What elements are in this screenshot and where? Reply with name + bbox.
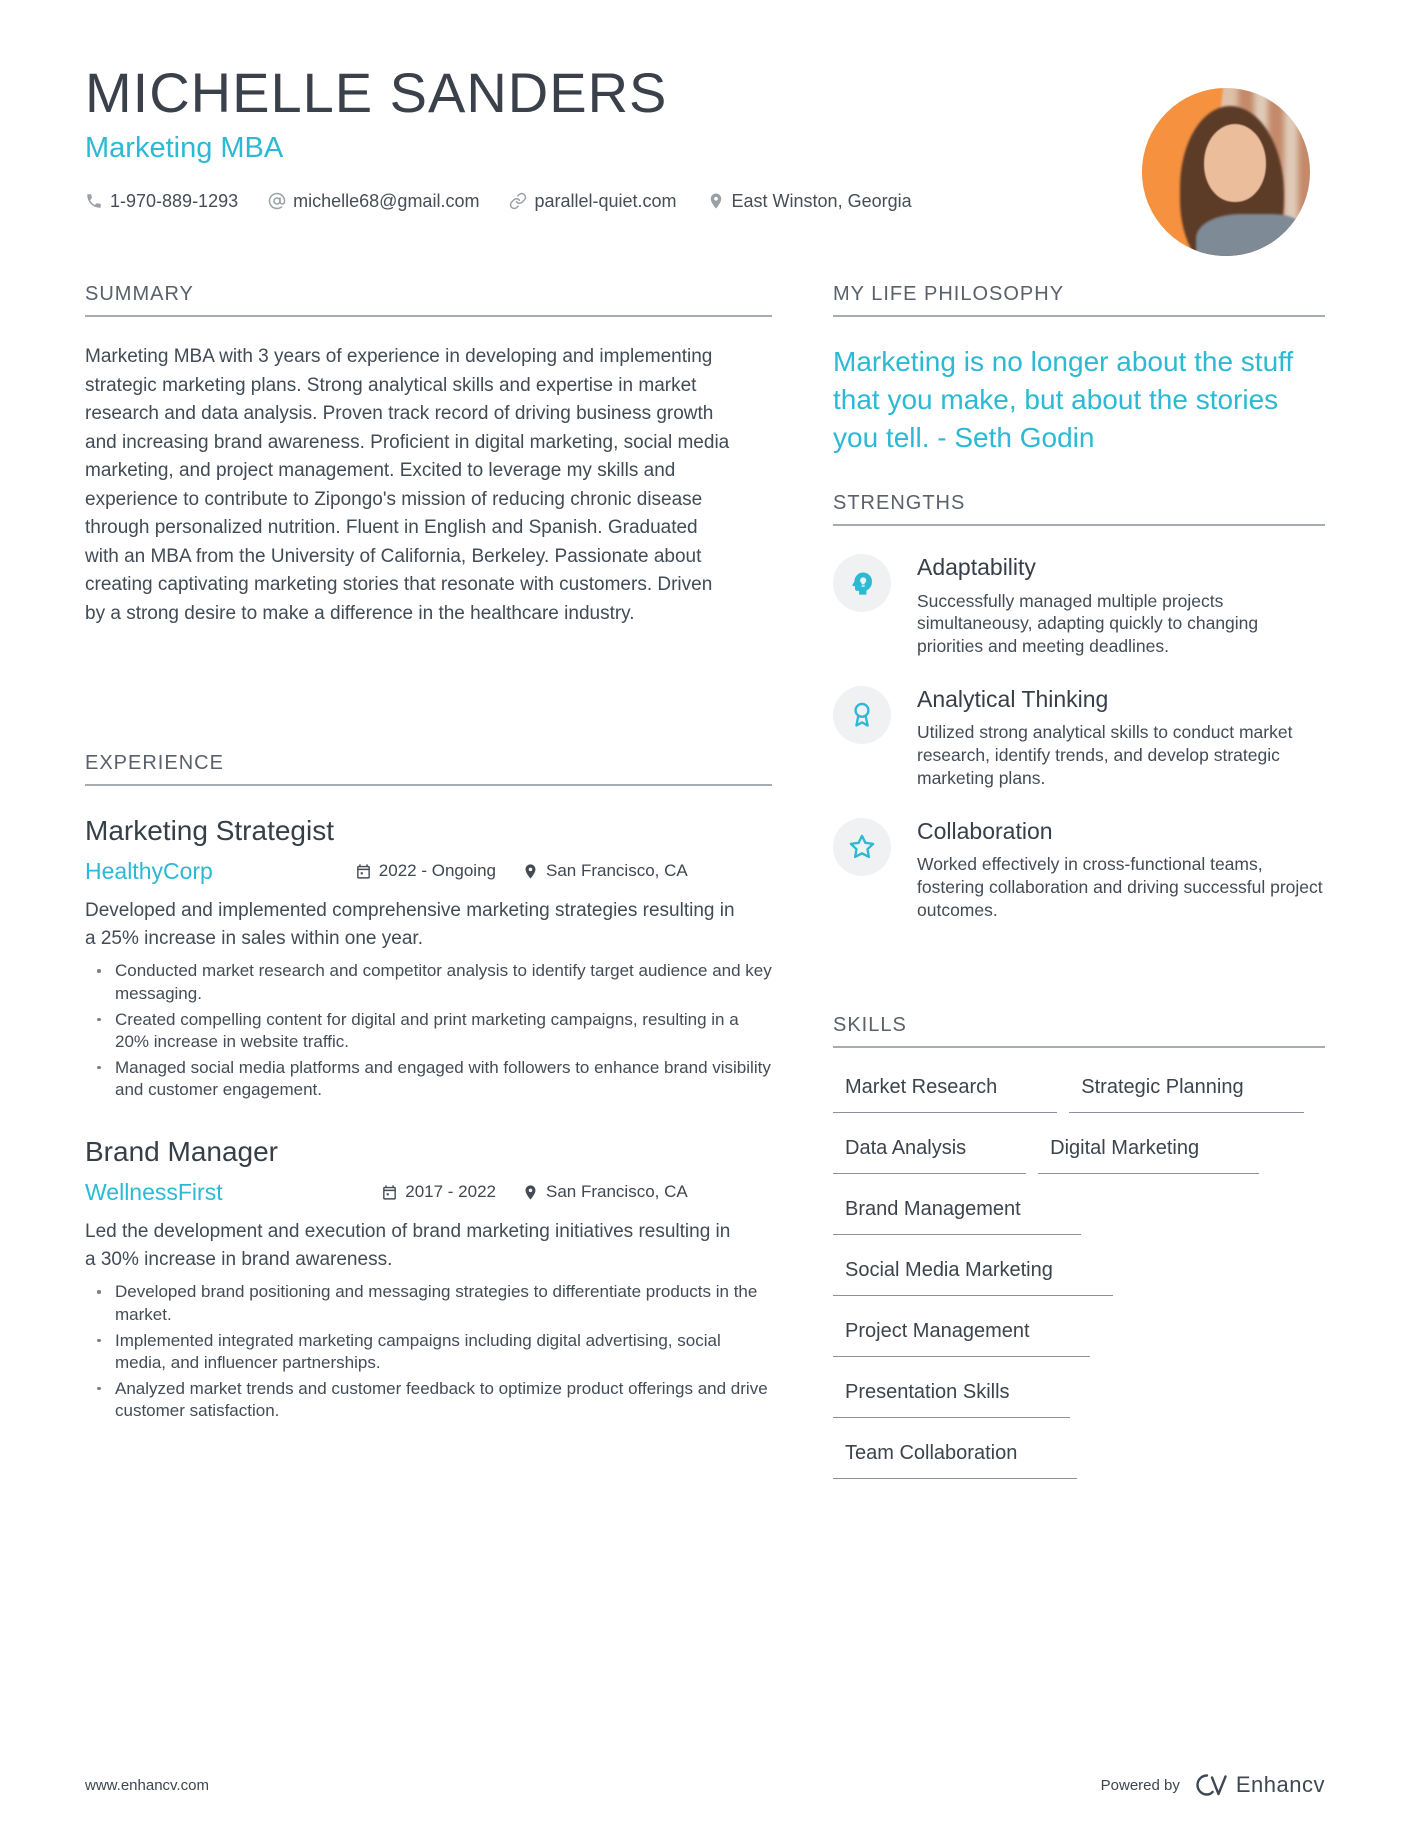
photo-blazer xyxy=(1196,214,1306,256)
strength-title: Adaptability xyxy=(917,554,1036,580)
company-name: HealthyCorp xyxy=(85,857,213,884)
job-dates xyxy=(381,1182,496,1202)
job-description: Developed and implemented comprehensive marketing strategies resulting in a 25% increase in sales within one year. xyxy=(85,899,735,949)
contact-email-text: michelle68@gmail.com xyxy=(293,190,480,211)
skill-item: Strategic Planning xyxy=(1069,1076,1303,1113)
job-description: Led the development and execution of brand marketing initiatives resulting in a 30% increase in brand awareness. xyxy=(85,1220,731,1270)
contact-phone-text: 1-970-889-1293 xyxy=(110,190,239,211)
strength-text: Successfully managed multiple projects simultaneousy, adapting quickly to changing priorities and meeting deadlines. xyxy=(917,590,1259,657)
job-bullet: Developed brand positioning and messaging strategies to differentiate products in the market. xyxy=(85,1281,772,1325)
strength-badge xyxy=(833,554,891,612)
job-dates-text: 2022 - Ongoing xyxy=(378,861,496,881)
job-location xyxy=(522,861,772,881)
strength-item xyxy=(833,818,1325,922)
job-bullet: Conducted market research and competitor analysis to identify target audience and key messaging. xyxy=(85,960,772,1004)
photo-face xyxy=(1204,124,1266,202)
medal-icon xyxy=(848,701,876,729)
profile-photo xyxy=(1142,88,1310,256)
skill-item: Presentation Skills xyxy=(833,1381,1070,1418)
skill-item: Brand Management xyxy=(833,1198,1081,1235)
job-bullet-list xyxy=(85,960,772,1101)
skills-heading: SKILLS xyxy=(833,1014,907,1036)
page-footer xyxy=(85,1772,1325,1798)
powered-by-label: Powered by xyxy=(1100,1776,1180,1794)
contact-website[interactable] xyxy=(509,191,676,212)
skill-item: Digital Marketing xyxy=(1038,1137,1259,1174)
skill-item: Project Management xyxy=(833,1320,1090,1357)
site-link[interactable]: www.enhancv.com xyxy=(85,1776,209,1794)
location-pin-icon xyxy=(707,192,725,210)
skill-item: Market Research xyxy=(833,1076,1057,1113)
experience-entry xyxy=(85,1135,772,1422)
job-title: Brand Manager xyxy=(85,1136,279,1167)
strength-item xyxy=(833,554,1325,658)
section-rule xyxy=(833,524,1325,526)
strength-text: Utilized strong analytical skills to conduct market research, identify trends, and develop strategic marketing plans. xyxy=(917,722,1293,788)
skills-list xyxy=(833,1076,1325,1479)
summary-heading: SUMMARY xyxy=(85,283,194,305)
star-ribbon-icon xyxy=(848,833,876,861)
job-dates-text: 2017 - 2022 xyxy=(405,1182,496,1202)
strength-item xyxy=(833,686,1325,790)
link-icon xyxy=(509,192,527,210)
strength-title: Analytical Thinking xyxy=(917,685,1109,712)
philosophy-heading: MY LIFE PHILOSOPHY xyxy=(833,283,1065,305)
section-rule xyxy=(85,784,772,786)
strength-body xyxy=(917,686,1325,790)
strength-body xyxy=(917,554,1325,658)
job-bullet: Managed social media platforms and engaged with followers to enhance brand visibility and customer engagement. xyxy=(85,1057,772,1101)
summary-section xyxy=(85,283,772,628)
job-bullet: Created compelling content for digital and print marketing campaigns, resulting in a 20% increase in website traffic. xyxy=(85,1009,772,1053)
resume-header xyxy=(85,62,1085,212)
strength-badge xyxy=(833,686,891,744)
section-rule xyxy=(833,1046,1325,1048)
skills-section xyxy=(833,1014,1325,1479)
skill-item: Team Collaboration xyxy=(833,1442,1077,1479)
enhancv-brand[interactable] xyxy=(1194,1772,1325,1798)
job-bullet-list xyxy=(85,1281,772,1422)
experience-heading: EXPERIENCE xyxy=(85,752,224,774)
powered-by xyxy=(1101,1772,1325,1798)
section-rule xyxy=(833,315,1325,317)
enhancv-logo-icon xyxy=(1194,1772,1228,1798)
enhancv-wordmark: Enhancv xyxy=(1235,1772,1325,1797)
person-title: Marketing MBA xyxy=(85,131,284,164)
job-dates xyxy=(355,861,496,881)
job-bullet: Implemented integrated marketing campaigns including digital advertising, social media, and influencer partnerships. xyxy=(85,1330,772,1374)
contact-row xyxy=(85,191,1085,212)
strength-title: Collaboration xyxy=(917,817,1053,844)
person-name: MICHELLE SANDERS xyxy=(85,61,668,124)
at-icon xyxy=(268,192,286,210)
contact-phone xyxy=(85,191,238,212)
summary-text: Marketing MBA with 3 years of experience in developing and implementing strategic marketing plans. Strong analytical skills and expertise in market research and data analysis. Proven track record of driving business growth and increasing brand awareness. Proficient in digital marketing, social media marketing, and project management. Excited to leverage my skills and experience to contribute to Zipongo's mission of reducing chronic disease through personalized nutrition. Fluent in English and Spanish. Graduated with an MBA from the University of California, Berkeley. Passionate about creating captivating marketing stories that resonate with customers. Driven by a strong desire to make a difference in the healthcare industry. xyxy=(85,346,730,624)
philosophy-quote: Marketing is no longer about the stuff that you make, but about the stories you tell. - Seth Godin xyxy=(833,346,1294,454)
strengths-section xyxy=(833,492,1325,922)
job-title: Marketing Strategist xyxy=(85,815,334,846)
strength-badge xyxy=(833,818,891,876)
job-location-text: San Francisco, CA xyxy=(546,861,688,881)
strength-body xyxy=(917,818,1325,922)
job-location-text: San Francisco, CA xyxy=(546,1182,688,1202)
job-meta-row xyxy=(85,1179,772,1206)
experience-section xyxy=(85,752,772,1422)
location-pin-icon xyxy=(522,863,539,880)
head-idea-icon xyxy=(848,569,876,597)
company-name: WellnessFirst xyxy=(85,1178,223,1205)
contact-location xyxy=(707,191,912,212)
job-bullet: Analyzed market trends and customer feedback to optimize product offerings and drive customer satisfaction. xyxy=(85,1378,772,1422)
philosophy-section xyxy=(833,283,1325,457)
contact-location-text: East Winston, Georgia xyxy=(731,190,912,211)
skill-item: Data Analysis xyxy=(833,1137,1026,1174)
calendar-icon xyxy=(381,1184,398,1201)
job-meta-row xyxy=(85,858,772,885)
contact-website-text: parallel-quiet.com xyxy=(534,190,677,211)
strengths-heading: STRENGTHS xyxy=(833,492,966,514)
job-location xyxy=(522,1182,772,1202)
location-pin-icon xyxy=(522,1184,539,1201)
skill-item: Social Media Marketing xyxy=(833,1259,1113,1296)
phone-icon xyxy=(85,192,103,210)
strength-text: Worked effectively in cross-functional teams, fostering collaboration and driving successful project outcomes. xyxy=(917,854,1323,920)
contact-email[interactable] xyxy=(268,191,479,212)
calendar-icon xyxy=(355,863,372,880)
experience-entry xyxy=(85,814,772,1101)
section-rule xyxy=(85,315,772,317)
